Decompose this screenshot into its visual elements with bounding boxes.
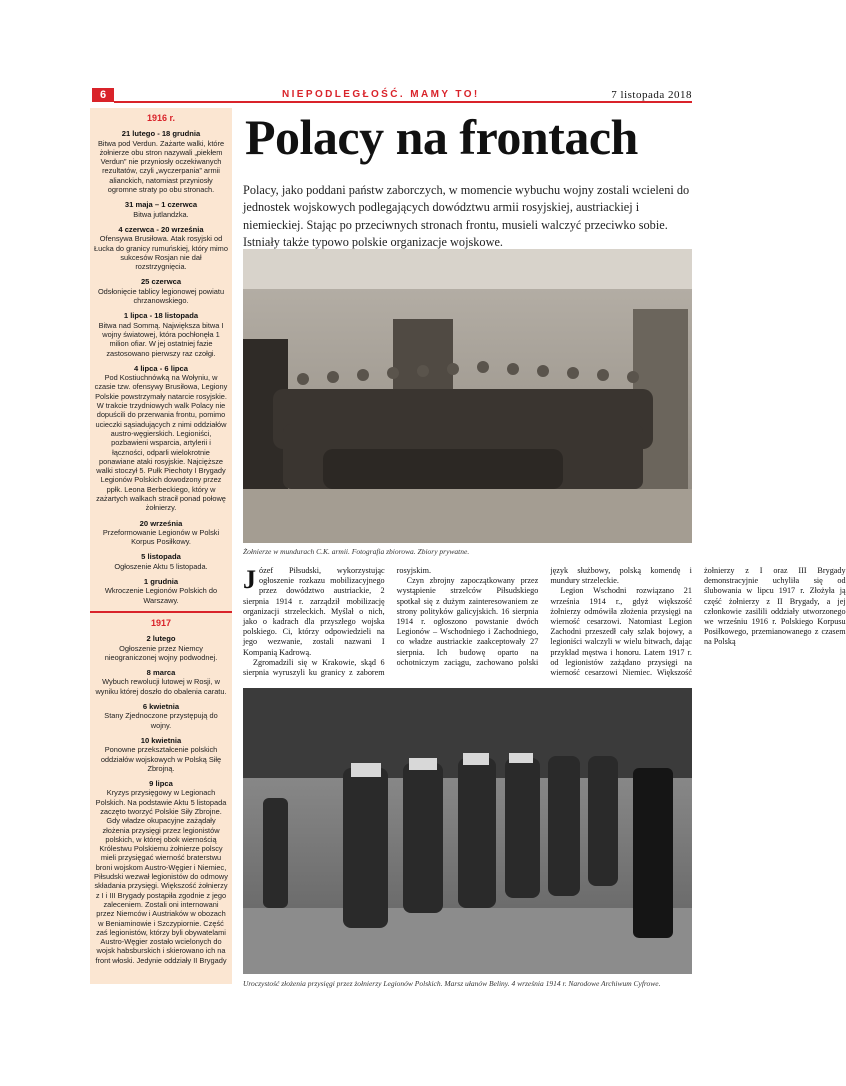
timeline-event-desc: Kryzys przysięgowy w Legionach Polskich. Na podstawie Aktu 5 listopada zaczęto tworzyć Polskie Siły Zbrojne. Gdy władze okupacyjne zażądały złożenia przysięgi przez legionistów polskich, w której obok wiernością Królestwu Polskiemu żołnierze polscy mieli przysięgać wierność braterstwu broni wojskom Austro-Węgier i Niemiec, Piłsudski wezwał legionistów do odmowy składania przysięgi. Większość żołnierzy z I i III Brygady postąpiła zgodnie z jego zaleceniem. Zostali oni internowani przez Niemców i Austriaków w obozach w Beniaminowie i Szczypiornie. Część zaś legionistów, którzy byli obywatelami Austro-Węgier zostało wcielonych do wojsk habsburskich i skierowano ich na front włoski. Jedynie oddziały II Brygady bbox=[94, 788, 228, 965]
timeline-event bbox=[94, 277, 228, 305]
timeline-event-desc: Przeformowanie Legionów w Polski Korpus Posiłkowy. bbox=[102, 527, 220, 547]
timeline-event bbox=[94, 519, 228, 547]
timeline-event-desc: Bitwa jutlandzka. bbox=[133, 209, 189, 219]
photo-caption-1: Żołnierze w mundurach C.K. armii. Fotografia zbiorowa. Zbiory prywatne. bbox=[243, 547, 470, 556]
timeline-event-desc: Stany Zjednoczone przystępują do wojny. bbox=[104, 711, 218, 730]
timeline-event bbox=[94, 668, 228, 696]
timeline-event-date: 1 lipca - 18 listopada bbox=[123, 311, 199, 321]
timeline-event-date: 21 lutego - 18 grudnia bbox=[121, 129, 201, 139]
timeline-event-date: 8 marca bbox=[146, 668, 176, 678]
timeline-event bbox=[94, 129, 228, 194]
timeline-event bbox=[94, 634, 228, 662]
timeline-event-desc: Ogłoszenie przez Niemcy nieograniczonej wojny podwodnej. bbox=[104, 643, 218, 662]
timeline-event-desc: Ofensywa Brusiłowa. Atak rosyjski od Łucka do granicy rumuńskiej, który mimo sukcesów Rosjan nie dał rozstrzygnięcia. bbox=[94, 234, 228, 272]
timeline-event-date: 1 grudnia bbox=[143, 577, 179, 587]
timeline-event-desc: Odsłonięcie tablicy legionowej powiatu chrzanowskiego. bbox=[97, 286, 225, 306]
timeline-event-desc: Bitwa pod Verdun. Zażarte walki, które żołnierze obu stron nazywali „piekłem Verdun” nie przyniosły oczekiwanych rezultatów, czyli „wyczerpania” armii alianckich, natomiast przyniosły ogromne straty po obu stronach. bbox=[97, 138, 225, 195]
body-paragraph-3: Czyn zbrojny zapoczątkowany przez wystąpienie strzelców Piłsudskiego spotkał się z dużym zainteresowaniem ze strony polityków galicyjskich. 16 sierpnia 1914 r. ogłoszono powstanie dwóch Legionów – Wschodniego i Zachodniego, co władze austriackie zaakceptowały 27 sierpnia. Ich budowę oparto na ochotniczym zaciągu, zachowano polski język służbowy, polską komendę i mundury strzeleckie. bbox=[396, 566, 692, 667]
timeline-year-1917: 1917 bbox=[90, 611, 232, 628]
timeline-event bbox=[94, 200, 228, 219]
timeline-event bbox=[94, 702, 228, 730]
body-paragraph-1: ózef Piłsudski, wykorzystując ogłoszenie rozkazu mobilizacyjnego przez dowództwo austriackie, 2 sierpnia 1914 r. zarządził mobilizację organizacji strzeleckich. Myślał o nich, jako o kadrach dla przyszłego wojska polskiego. Ci, którzy odpowiedzieli na jego wezwanie, zostali nazwani I Kompanią Kadrową. bbox=[243, 566, 385, 657]
timeline-event bbox=[94, 225, 228, 271]
timeline-sidebar bbox=[90, 108, 232, 984]
timeline-event bbox=[94, 552, 228, 571]
timeline-event-date: 9 lipca bbox=[149, 779, 173, 789]
body-paragraph-2: Zgromadzili się w Krakowie, skąd 6 sierpnia wyruszyli ku granicy z zaborem rosyjskim. bbox=[243, 566, 432, 678]
timeline-event bbox=[94, 779, 228, 965]
timeline-event-desc: Ogłoszenie Aktu 5 listopada. bbox=[114, 561, 208, 571]
timeline-event-date: 4 lipca - 6 lipca bbox=[133, 363, 189, 373]
timeline-event bbox=[94, 736, 228, 773]
timeline-event-date: 6 kwietnia bbox=[142, 702, 180, 712]
timeline-1916-list bbox=[90, 129, 232, 605]
group-photo bbox=[243, 249, 692, 543]
timeline-event-desc: Wybuch rewolucji lutowej w Rosji, w wyniku której doszło do obalenia caratu. bbox=[95, 677, 227, 696]
timeline-event-date: 20 września bbox=[139, 518, 183, 528]
march-photo bbox=[243, 688, 692, 974]
article-title: Polacy na frontach bbox=[245, 109, 638, 165]
timeline-event-date: 5 listopada bbox=[141, 552, 181, 562]
timeline-event-desc: Ponowne przekształcenie polskich oddziałów wojskowych w Polską Siłę Zbrojną. bbox=[100, 745, 222, 773]
section-title: NIEPODLEGŁOŚĆ. MAMY TO! bbox=[282, 89, 480, 100]
article-body bbox=[243, 565, 846, 686]
timeline-event-date: 25 czerwca bbox=[140, 277, 182, 287]
article-lead: Polacy, jako poddani państw zaborczych, w momencie wybuchu wojny zostali wcieleni do jednostek wojskowych podlegających dowództwu armii rosyjskiej, austriackiej i niemieckiej. Stając po przeciwnych stronach frontu, musieli walczyć przeciwko sobie. Istniały także typowo polskie organizacje wojskowe. bbox=[243, 183, 690, 250]
timeline-event-desc: Pod Kostiuchnówką na Wołyniu, w czasie tzw. ofensywy Brusiłowa, Legiony Polskie powstrzymały natarcie rosyjskie. W trakcie trzydniowych walk Polacy nie dopuścili do przerwania frontu, pomimo ucieczki sąsiadujących z nimi oddziałów austro-węgierskich. Legioniści, pozbawieni wsparcia, artylerii i łączności, odparli wielokrotnie ponawiane ataki rosyjskie. Najcięższe walki stoczył 5. Pułk Piechoty I Brygady Legionów Polskich dowodzony przez ppłk. Leona Berbeckiego, który w zażartych walkach stracił ponad połowę żołnierzy. bbox=[94, 373, 228, 513]
header-rule bbox=[114, 101, 692, 103]
timeline-event bbox=[94, 311, 228, 357]
body-paragraph-4: Legion Wschodni rozwiązano 21 września 1914 r., gdyż większość żołnierzy odmówiła złożenia przysięgi na wierność cesarzowi. Natomiast Legion Zachodni przeszedł cały szlak bojowy, a legioniści walczyli w wielu bitwach, dając przykład męstwa i honoru. Latem 1917 r. od legionistów zażądano przysięgi na wierność cesarzowi Niemiec. Większość żołnierzy z I oraz III Brygady demonstracyjnie uchyliła się od ślubowania w lipcu 1917 r. Złożyła ją część żołnierzy z II Brygady, a jej członkowie zasilili oddziały utworzonego we wrześniu 1916 r. Polskiego Korpusu Posiłkowego, przemianowanego z czasem na Polską bbox=[550, 566, 846, 678]
timeline-event-date: 10 kwietnia bbox=[140, 735, 182, 745]
timeline-event bbox=[94, 577, 228, 605]
timeline-event bbox=[94, 364, 228, 513]
timeline-event-desc: Bitwa nad Sommą. Największa bitwa I wojny światowej, która pochłonęła 1 milion ofiar. W jej ostatniej fazie zastosowano pierwszy raz czołgi. bbox=[98, 320, 224, 358]
timeline-1917-list bbox=[90, 634, 232, 965]
timeline-event-date: 2 lutego bbox=[146, 634, 176, 644]
timeline-event-date: 31 maja – 1 czerwca bbox=[124, 200, 198, 210]
timeline-event-date: 4 czerwca - 20 września bbox=[118, 224, 204, 234]
drop-cap: J bbox=[243, 565, 256, 594]
timeline-year-1916: 1916 r. bbox=[146, 113, 176, 123]
timeline-event-desc: Wkroczenie Legionów Polskich do Warszawy. bbox=[104, 586, 218, 605]
photo-caption-2: Uroczystość złożenia przysięgi przez żołnierzy Legionów Polskich. Marsz ułanów Beliny. 4 września 1914 r. Narodowe Archiwum Cyfrowe. bbox=[243, 979, 661, 988]
page-number: 6 bbox=[92, 88, 114, 102]
issue-date: 7 listopada 2018 bbox=[611, 89, 692, 101]
